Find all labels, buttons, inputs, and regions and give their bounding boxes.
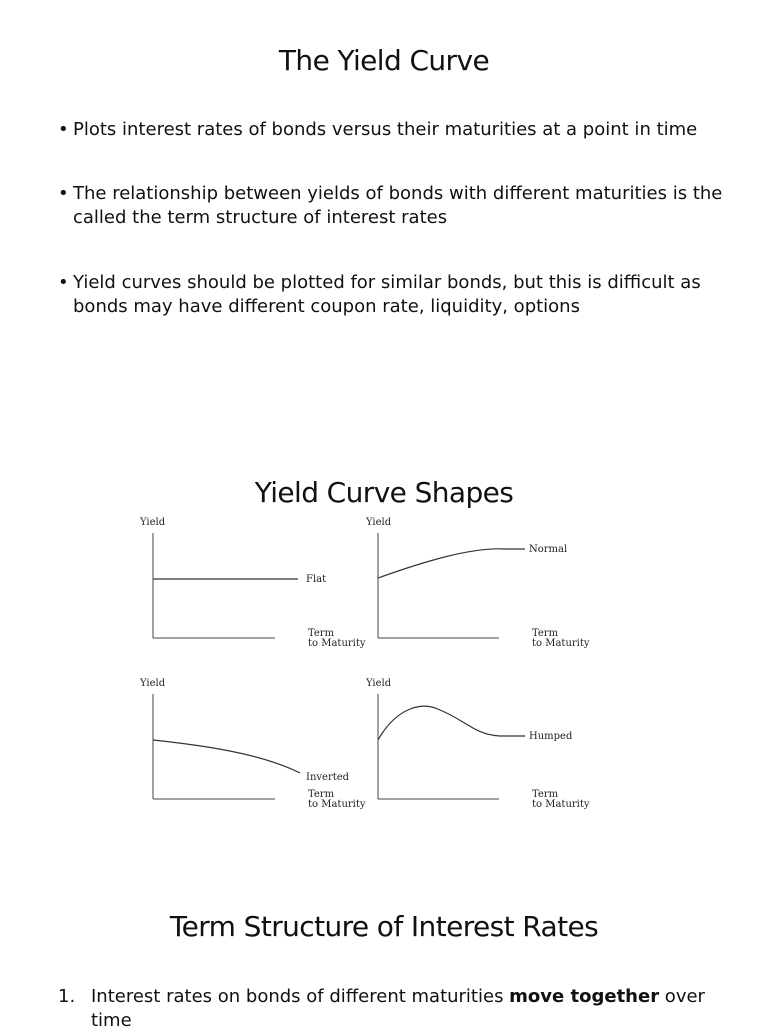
numbered-item: 1. Interest rates on bonds of different maturities move together over time bbox=[58, 986, 705, 1031]
y-axis-label: Yield bbox=[140, 678, 166, 689]
y-axis-label: Yield bbox=[366, 517, 392, 528]
bullet-item: • Plots interest rates of bonds versus their maturities at a point in time bbox=[58, 119, 698, 140]
x-axis-label: to Maturity bbox=[308, 799, 366, 810]
bullet-icon: • bbox=[58, 272, 69, 293]
panel-flat bbox=[139, 517, 366, 649]
x-axis-label: Term bbox=[308, 789, 335, 800]
section-title: Yield Curve Shapes bbox=[254, 476, 514, 509]
panel-humped bbox=[365, 678, 590, 810]
bullet-icon: • bbox=[58, 183, 69, 204]
curve-label: Normal bbox=[529, 544, 568, 555]
yield-curve-shapes-figure bbox=[0, 505, 768, 825]
x-axis-label: Term bbox=[532, 789, 559, 800]
curve-label: Inverted bbox=[306, 772, 350, 783]
y-axis-label: Yield bbox=[140, 517, 166, 528]
bullet-icon: • bbox=[58, 119, 69, 140]
panel-normal bbox=[365, 517, 590, 649]
curve-label: Humped bbox=[529, 731, 573, 742]
inverted-curve bbox=[153, 740, 300, 773]
curve-label: Flat bbox=[306, 574, 327, 585]
x-axis-label: to Maturity bbox=[532, 799, 590, 810]
bullet-item: • Yield curves should be plotted for similar bonds, but this is difficult as bonds may have different coupon rate, liquidity, options bbox=[58, 272, 701, 317]
panel-inverted bbox=[139, 678, 366, 810]
bullet-item: • The relationship between yields of bonds with different maturities is the called the term structure of interest rates bbox=[58, 183, 723, 228]
x-axis-label: to Maturity bbox=[308, 638, 366, 649]
normal-curve bbox=[378, 549, 525, 578]
emphasis-text: move together bbox=[509, 986, 660, 1007]
x-axis-label: Term bbox=[532, 628, 559, 639]
section-title: Term Structure of Interest Rates bbox=[169, 910, 599, 943]
humped-curve bbox=[378, 706, 525, 740]
y-axis-label: Yield bbox=[366, 678, 392, 689]
page-title: The Yield Curve bbox=[278, 44, 490, 77]
x-axis-label: to Maturity bbox=[532, 638, 590, 649]
x-axis-label: Term bbox=[308, 628, 335, 639]
